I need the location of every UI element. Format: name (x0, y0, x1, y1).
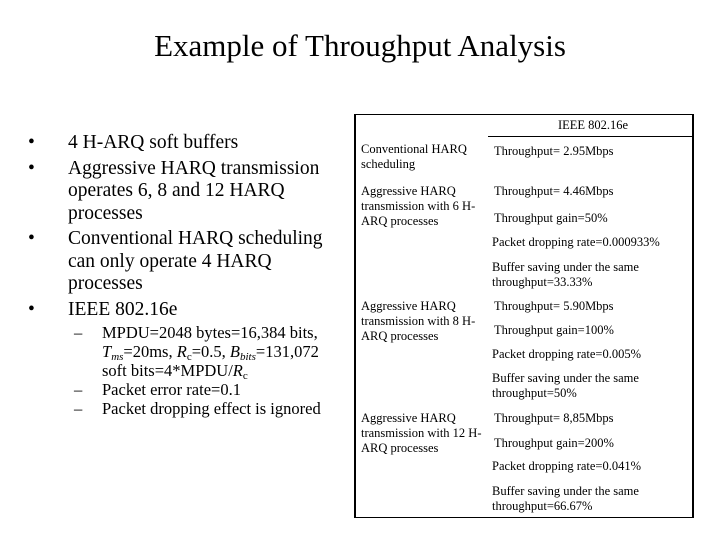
table-rule (354, 517, 694, 518)
row-label-aggressive-6: Aggressive HARQ transmission with 6 H-ARQ processes (361, 184, 476, 228)
table-rule (354, 114, 694, 115)
bullet-dot: • (28, 228, 35, 249)
row-label-conventional: Conventional HARQ scheduling (361, 142, 467, 171)
throughput-conventional: Throughput= 2.95Mbps (494, 144, 614, 158)
sub-bullet-per: – Packet error rate=0.1 (74, 380, 241, 399)
results-table (354, 114, 694, 518)
bullet-item (28, 228, 346, 296)
drop-rate-6: Packet dropping rate=0.000933% (492, 235, 660, 249)
drop-rate-8: Packet dropping rate=0.005% (492, 347, 642, 361)
table-rule (354, 114, 356, 518)
slide-title: Example of Throughput Analysis (154, 28, 566, 63)
drop-rate-12: Packet dropping rate=0.041% (492, 459, 642, 473)
table-rule (692, 114, 694, 518)
throughput-6: Throughput= 4.46Mbps (494, 184, 614, 198)
throughput-12: Throughput= 8,85Mbps (494, 411, 614, 425)
sub-bullet-list (68, 323, 346, 418)
bullet-text: IEEE 802.16e (68, 298, 178, 320)
gain-12: Throughput gain=200% (494, 436, 614, 450)
throughput-8: Throughput= 5.90Mbps (494, 299, 614, 313)
buffer-saving-12: Buffer saving under the same throughput=66.67% (492, 484, 639, 513)
table-header: IEEE 802.16e (557, 118, 629, 132)
gain-8: Throughput gain=100% (494, 323, 614, 337)
bullet-dot: • (28, 298, 35, 320)
bullet-item (28, 132, 346, 155)
sub-bullet-mpdu: – MPDU=2048 bytes=16,384 bits, $T_{ms}=20ms$, $R_c=0.5$, $B_{bits}=131,072$ soft $bits=4*MPDU/R_c$ (74, 323, 319, 382)
row-label-aggressive-12: Aggressive HARQ transmission with 12 H-ARQ processes (361, 411, 482, 455)
sub-bullet-pde: – Packet dropping effect is ignored (74, 399, 321, 418)
bullet-text: 4 H-ARQ soft buffers (68, 132, 239, 153)
bullet-dot: • (28, 157, 35, 179)
buffer-saving-6: Buffer saving under the same throughput=33.33% (492, 260, 639, 289)
row-label-aggressive-8: Aggressive HARQ transmission with 8 H-ARQ processes (361, 299, 476, 343)
bullet-dot: • (28, 132, 35, 153)
table-rule (488, 136, 694, 137)
bullet-item (28, 299, 346, 419)
bullet-text: Conventional HARQ scheduling can only operate 4 HARQ processes (68, 228, 323, 294)
bullet-list (28, 132, 346, 421)
bullet-item (28, 158, 346, 226)
gain-6: Throughput gain=50% (494, 211, 608, 225)
bullet-text: Aggressive HARQ transmission operates 6, 8 and 12 HARQ processes (68, 157, 320, 224)
buffer-saving-8: Buffer saving under the same throughput=50% (492, 371, 639, 400)
